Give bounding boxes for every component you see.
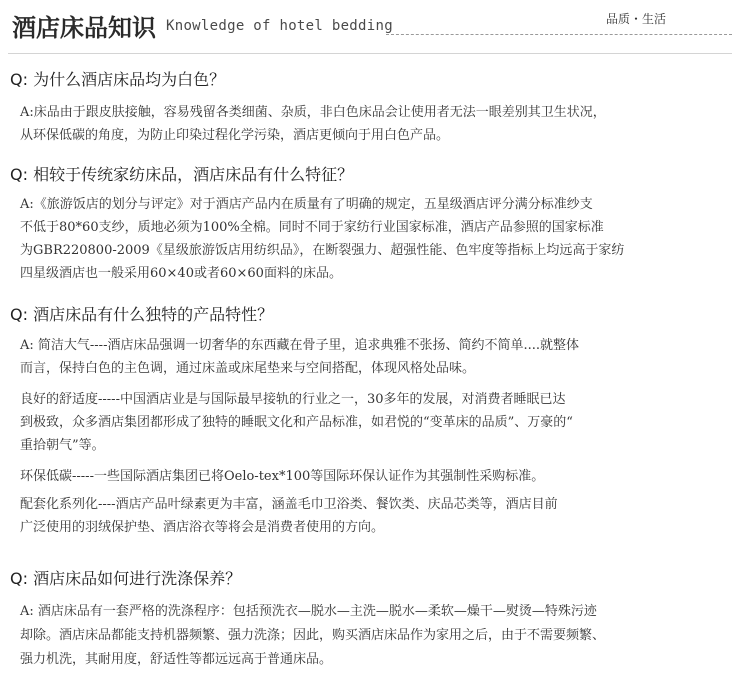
- page-title: 酒店床品知识: [12, 14, 156, 42]
- answer-line: 广泛使用的羽绒保护垫、酒店浴衣等将会是消费者使用的方向。: [20, 520, 385, 535]
- answer-1: [20, 101, 734, 147]
- answer-line: 四星级酒店也一般采用60×40或者60×60面料的床品。: [20, 266, 342, 281]
- header-tagline: 品质・生活: [606, 12, 667, 26]
- answer-line: 却除。酒店床品都能支持机器频繁、强力洗涤；因此，购买酒店床品作为家用之后，由于不需要频繁、: [20, 628, 606, 643]
- answer-line: 而言，保持白色的主色调，通过床盖或床尾垫来与空间搭配，体现风格处品味。: [20, 361, 476, 376]
- answer-3: [20, 334, 734, 539]
- answer-4: [20, 600, 734, 672]
- page-header: [0, 0, 740, 50]
- question-2: Q: 相较于传统家纺床品，酒店床品有什么特征？: [10, 165, 354, 184]
- answer-line: 不低于80*60支纱，质地必须为100%全棉。同时不同于家纺行业国家标准，酒店产品参照的国家标准: [20, 220, 604, 235]
- answer-line: 到极致，众多酒店集团都形成了独特的睡眠文化和产品标准，如君悦的“变革床的品质”、万豪的“: [20, 415, 573, 430]
- question-1: Q: 为什么酒店床品均为白色？: [10, 70, 226, 89]
- answer-line: A:《旅游饭店的划分与评定》对于酒店产品内在质量有了明确的规定，五星级酒店评分满分标准纱支: [20, 197, 593, 212]
- answer-line: 良好的舒适度-----中国酒店业是与国际最早接轨的行业之一，30多年的发展，对消费者睡眠已达: [20, 392, 566, 407]
- answer-line: 从环保低碳的角度，为防止印染过程化学污染，酒店更倾向于用白色产品。: [20, 128, 450, 143]
- question-3: Q: 酒店床品有什么独特的产品特性？: [10, 305, 274, 324]
- answer-line: 重拾朝气”等。: [20, 438, 105, 453]
- answer-line: A:床品由于跟皮肤接触，容易残留各类细菌、杂质，非白色床品会让使用者无法一眼差别其卫生状况，: [20, 105, 606, 120]
- answer-line: A: 简洁大气----酒店床品强调一切奢华的东西藏在骨子里，追求典雅不张扬、简约不简单....就整体: [20, 338, 580, 353]
- answer-line: 环保低碳-----一些国际酒店集团已将Oelo-tex*100等国际环保认证作为其强制性采购标准。: [20, 469, 545, 484]
- question-4: Q: 酒店床品如何进行洗涤保养？: [10, 569, 242, 588]
- header-divider: [8, 53, 732, 54]
- page-subtitle: Knowledge of hotel bedding: [166, 18, 393, 34]
- header-dashed-divider: [386, 34, 732, 35]
- answer-line: 为GBR220800-2009《星级旅游饭店用纺织品》，在断裂强力、超强性能、色牢度等指标上均远高于家纺: [20, 243, 625, 258]
- answer-line: A: 酒店床品有一套严格的洗涤程序：包括预洗衣—脱水—主洗—脱水—柔软—燥干—熨烫—特殊污迹: [20, 604, 597, 619]
- answer-line: 强力机洗，其耐用度，舒适性等都远远高于普通床品。: [20, 652, 333, 667]
- answer-line: 配套化系列化----酒店产品叶绿素更为丰富，涵盖毛巾卫浴类、餐饮类、庆品芯类等，酒店目前: [20, 497, 558, 512]
- answer-2: [20, 193, 734, 285]
